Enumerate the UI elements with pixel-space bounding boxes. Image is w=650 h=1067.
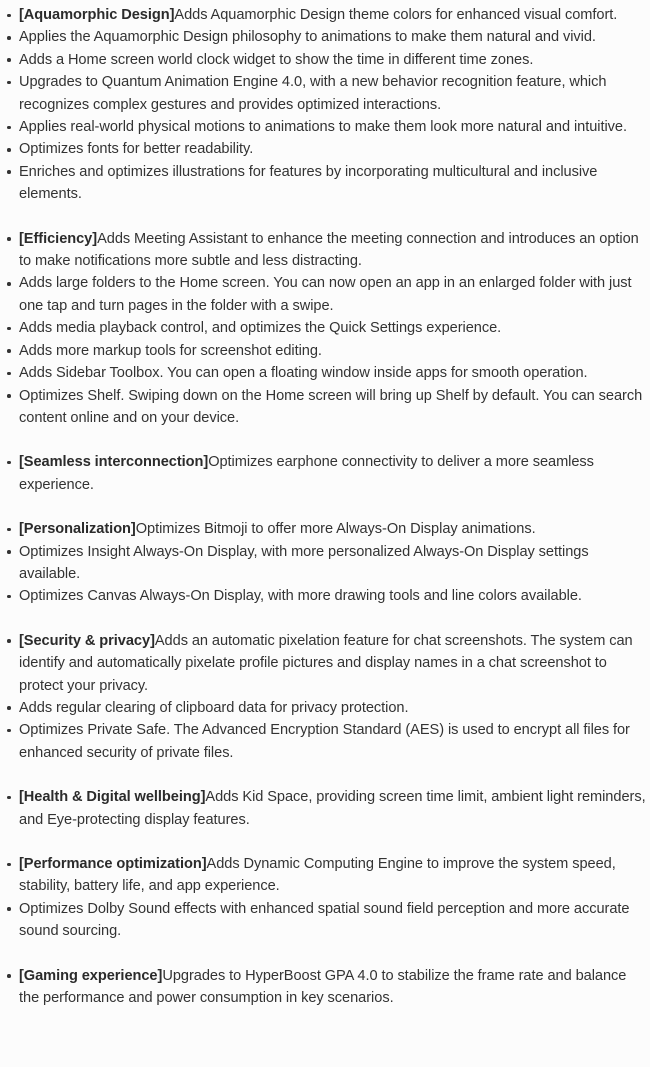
- list-item: [0, 116, 650, 138]
- list-item: [0, 451, 650, 496]
- item-text: Adds more markup tools for screenshot editing.: [19, 342, 322, 359]
- list-item: [0, 317, 650, 339]
- item-text: Optimizes Canvas Always-On Display, with more drawing tools and line colors available.: [19, 588, 582, 605]
- list-item: [0, 898, 650, 943]
- item-text: Optimizes Bitmoji to offer more Always-On Display animations.: [135, 521, 536, 538]
- section-seamless-interconnection: [0, 451, 650, 496]
- category-label: [Health & Digital wellbeing]: [19, 789, 206, 806]
- item-text: Adds large folders to the Home screen. You can now open an app in an enlarged folder with just one tap and turn pages in the folder with a swipe.: [19, 275, 632, 314]
- list-item: [0, 26, 650, 48]
- item-text: Adds regular clearing of clipboard data for privacy protection.: [19, 699, 409, 716]
- bullet-list: [0, 786, 650, 831]
- item-text: Optimizes Private Safe. The Advanced Encryption Standard (AES) is used to encrypt all files for enhanced security of private files.: [19, 722, 630, 761]
- category-label: [Efficiency]: [19, 230, 98, 247]
- list-item: [0, 138, 650, 160]
- section-security-and-privacy: [0, 630, 650, 764]
- category-label: [Gaming experience]: [19, 967, 163, 984]
- bullet-list: [0, 965, 650, 1010]
- bullet-list: [0, 630, 650, 764]
- item-text: Applies the Aquamorphic Design philosophy to animations to make them natural and vivid.: [19, 29, 596, 46]
- list-item: [0, 362, 650, 384]
- list-item: [0, 786, 650, 831]
- item-text: Adds an automatic pixelation feature for chat screenshots. The system can identify and automatically pixelate profile pictures and display names in a chat screenshot to protect your privacy.: [19, 632, 633, 694]
- item-text: Upgrades to HyperBoost GPA 4.0 to stabilize the frame rate and balance the performance and power consumption in key scenarios.: [19, 967, 627, 1007]
- list-item: [0, 697, 650, 719]
- item-text: Optimizes Dolby Sound effects with enhanced spatial sound field perception and more accurate sound sourcing.: [19, 900, 630, 940]
- list-item: [0, 385, 650, 430]
- category-label: [Seamless interconnection]: [19, 454, 209, 471]
- list-item: [0, 228, 650, 273]
- list-item: [0, 853, 650, 898]
- list-item: [0, 630, 650, 697]
- list-item: [0, 585, 650, 607]
- section-personalization: [0, 518, 650, 608]
- item-text: Adds Meeting Assistant to enhance the meeting connection and introduces an option to make notifications more subtle and less distracting.: [19, 230, 639, 270]
- item-text: Adds Sidebar Toolbox. You can open a floating window inside apps for smooth operation.: [19, 365, 588, 382]
- item-text: Optimizes Shelf. Swiping down on the Home screen will bring up Shelf by default. You can search content online and on your device.: [19, 387, 643, 426]
- item-text: Adds Kid Space, providing screen time limit, ambient light reminders, and Eye-protecting display features.: [19, 789, 646, 828]
- section-gaming-experience: [0, 965, 650, 1010]
- list-item: [0, 340, 650, 362]
- list-item: [0, 719, 650, 764]
- category-label: [Personalization]: [19, 521, 136, 538]
- section-efficiency: [0, 228, 650, 430]
- item-text: Optimizes Insight Always-On Display, with more personalized Always-On Display settings available.: [19, 543, 589, 582]
- list-item: [0, 272, 650, 317]
- list-item: [0, 71, 650, 116]
- item-text: Adds a Home screen world clock widget to show the time in different time zones.: [19, 51, 534, 68]
- bullet-list: [0, 4, 650, 206]
- list-item: [0, 161, 650, 206]
- list-item: [0, 4, 650, 26]
- section-health-and-digital-wellbeing: [0, 786, 650, 831]
- list-item: [0, 541, 650, 586]
- item-text: Adds media playback control, and optimizes the Quick Settings experience.: [19, 320, 502, 337]
- section-aquamorphic-design: [0, 4, 650, 206]
- list-item: [0, 49, 650, 71]
- item-text: Adds Aquamorphic Design theme colors for enhanced visual comfort.: [174, 7, 618, 23]
- list-item: [0, 518, 650, 540]
- section-performance-optimization: [0, 853, 650, 943]
- category-label: [Performance optimization]: [19, 856, 207, 872]
- item-text: Adds Dynamic Computing Engine to improve the system speed, stability, battery life, and app experience.: [19, 856, 616, 895]
- list-item: [0, 965, 650, 1010]
- bullet-list: [0, 451, 650, 496]
- category-label: [Security & privacy]: [19, 632, 155, 649]
- item-text: Optimizes earphone connectivity to deliver a more seamless experience.: [19, 454, 594, 493]
- item-text: Enriches and optimizes illustrations for features by incorporating multicultural and inclusive elements.: [19, 163, 598, 203]
- bullet-list: [0, 518, 650, 608]
- item-text: Optimizes fonts for better readability.: [19, 141, 254, 158]
- item-text: Applies real-world physical motions to animations to make them look more natural and intuitive.: [19, 119, 627, 136]
- item-text: Upgrades to Quantum Animation Engine 4.0, with a new behavior recognition feature, which recognizes complex gestures and provides optimized interactions.: [19, 74, 607, 113]
- bullet-list: [0, 228, 650, 430]
- category-label: [Aquamorphic Design]: [19, 7, 175, 23]
- bullet-list: [0, 853, 650, 943]
